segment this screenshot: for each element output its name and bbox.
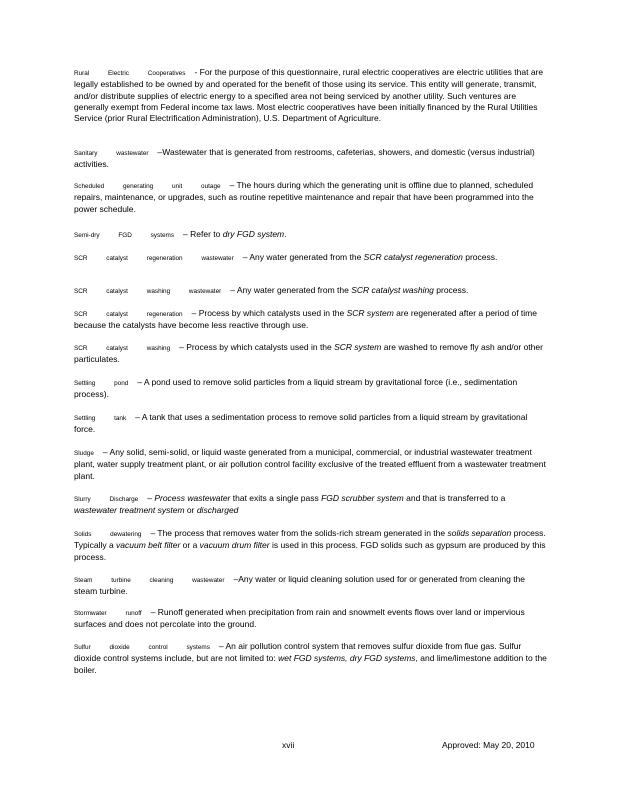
definition-text: – Process by which catalysts used in the <box>179 342 335 352</box>
glossary-entry <box>74 377 548 401</box>
definition-text: – The hours during which the generating unit is offline due to planned, scheduled repairs, maintenance, or upgrades, such as routine repetitive maintenance and repair that have been programmed into the power schedule. <box>74 180 534 214</box>
glossary-entry <box>74 342 548 366</box>
italic-term-reference: Process wastewater <box>154 493 231 503</box>
definition-text: that exits a single pass <box>230 493 322 503</box>
definition-text: or <box>184 505 197 516</box>
glossary-entry <box>74 147 548 171</box>
definition-text: – A tank that uses a sedimentation process to remove solid particles from a liquid stream by gravitational force. <box>74 412 528 435</box>
glossary-term: SCR catalyst regeneration <box>74 311 183 318</box>
definition-text: – A pond used to remove solid particles from a liquid stream by gravitational force (i.e., sedimentation process). <box>74 377 518 400</box>
glossary-term: Slurry Discharge <box>74 496 139 503</box>
definition-text: are washed to remove fly ash and/or other particulates. <box>74 342 543 365</box>
italic-term-reference: SCR system <box>334 342 382 352</box>
glossary-term: SCR catalyst regeneration wastewater <box>74 255 234 262</box>
definition-text: is used in this process. FGD solids such as gypsum are produced by this process. <box>74 540 546 562</box>
definition-text: – The process that removes water from the solids-rich stream generated in the <box>150 528 448 538</box>
glossary-term: SCR catalyst washing wastewater <box>74 288 222 295</box>
italic-term-reference: discharged <box>196 505 239 516</box>
glossary-entry <box>74 641 548 676</box>
italic-term-reference: vacuum drum filter <box>199 540 270 551</box>
italic-term-reference: dry FGD system <box>222 229 285 239</box>
definition-text: – Any water generated from the <box>230 285 352 295</box>
definition-text: or a <box>180 540 200 551</box>
definition-text: –Any water or liquid cleaning solution used for or generated from cleaning the steam turbine. <box>74 574 526 597</box>
italic-term-reference: wet FGD systems, dry FGD systems <box>278 653 416 664</box>
glossary-term: Settling tank <box>74 415 127 422</box>
glossary-entry <box>74 447 548 482</box>
italic-term-reference: solids separation <box>447 528 512 538</box>
glossary-term: Sulfur dioxide control systems <box>74 644 210 651</box>
glossary-term: SCR catalyst washing <box>74 345 171 352</box>
definition-text: - For the purpose of this questionnaire, rural electric cooperatives are electric utilities that are legally established to be owned by and operated for the benefit of those using its service. This entity will generate, transmit, and/or distribute supplies of electric energy to a specified area not being serviced by another utility. Such ventures are generally exempt from Federal income tax laws. Most electric cooperatives have been initially financed by the Rural Utilities Service (prior Rural Electrification Administration), U.S. Department of Agriculture. <box>74 67 544 124</box>
italic-term-reference: SCR catalyst washing <box>351 285 434 295</box>
definition-text: , and lime/limestone addition to the boiler. <box>74 653 547 675</box>
glossary-entry <box>74 528 548 563</box>
glossary-entry <box>74 412 548 436</box>
glossary-entry <box>74 252 548 264</box>
definition-text: process. Typically a <box>74 528 546 551</box>
definition-text: – Any solid, semi-solid, or liquid waste generated from a municipal, commercial, or industrial wastewater treatment plant, water supply treatment plant, or air pollution control facility exclusive of the treated effluent from a wastewater treatment plant. <box>74 447 546 481</box>
glossary-term: Settling pond <box>74 380 129 387</box>
italic-term-reference: SCR catalyst regeneration <box>363 252 463 262</box>
glossary-term: Sanitary wastewater <box>74 150 149 157</box>
definition-text: are regenerated after a period of time because the catalysts have become less reactive through use. <box>74 308 537 331</box>
glossary-entry <box>74 574 548 598</box>
glossary-entry <box>74 607 548 631</box>
glossary-term: Solids dewatering <box>74 531 142 538</box>
italic-term-reference: wastewater treatment system <box>74 505 185 516</box>
definition-text: – An air pollution control system that removes sulfur dioxide from flue gas. Sulfur dioxide control systems include, but are not limited to: <box>74 641 522 664</box>
definition-text: process. <box>433 285 469 295</box>
italic-term-reference: FGD scrubber system <box>321 493 404 503</box>
glossary-entry <box>74 308 548 332</box>
definition-text: and that is transferred to a <box>403 493 506 503</box>
definition-text: – <box>147 493 155 503</box>
definition-text: . <box>284 229 287 239</box>
definition-text: process. <box>462 252 498 262</box>
glossary-entry <box>74 285 548 297</box>
glossary-term: Stormwater runoff <box>74 610 142 617</box>
definition-text: – Process by which catalysts used in the <box>191 308 347 318</box>
approval-date: Approved: May 20, 2010 <box>442 740 535 750</box>
glossary-term: Scheduled generating unit outage <box>74 183 221 190</box>
definition-text: –Wastewater that is generated from restrooms, cafeterias, showers, and domestic (versus industrial) activities. <box>74 147 535 170</box>
definition-text: – Any water generated from the <box>242 252 364 262</box>
definition-text: – Runoff generated when precipitation from rain and snowmelt events flows over land or impervious surfaces and does not percolate into the ground. <box>74 607 525 630</box>
italic-term-reference: SCR system <box>346 308 394 318</box>
glossary-term: Semi-dry FGD systems <box>74 232 175 239</box>
italic-term-reference: vacuum belt filter <box>116 540 181 551</box>
glossary-entry <box>74 493 548 517</box>
glossary-term: Steam turbine cleaning wastewater <box>74 577 225 584</box>
glossary-term: Rural Electric Cooperatives <box>74 70 186 77</box>
definition-text: – Refer to <box>183 229 223 239</box>
glossary-entry <box>74 180 548 215</box>
glossary-term: Sludge <box>74 450 94 457</box>
page-number: xvii <box>282 740 295 750</box>
glossary-entry <box>74 229 548 241</box>
glossary-entry <box>74 67 548 124</box>
